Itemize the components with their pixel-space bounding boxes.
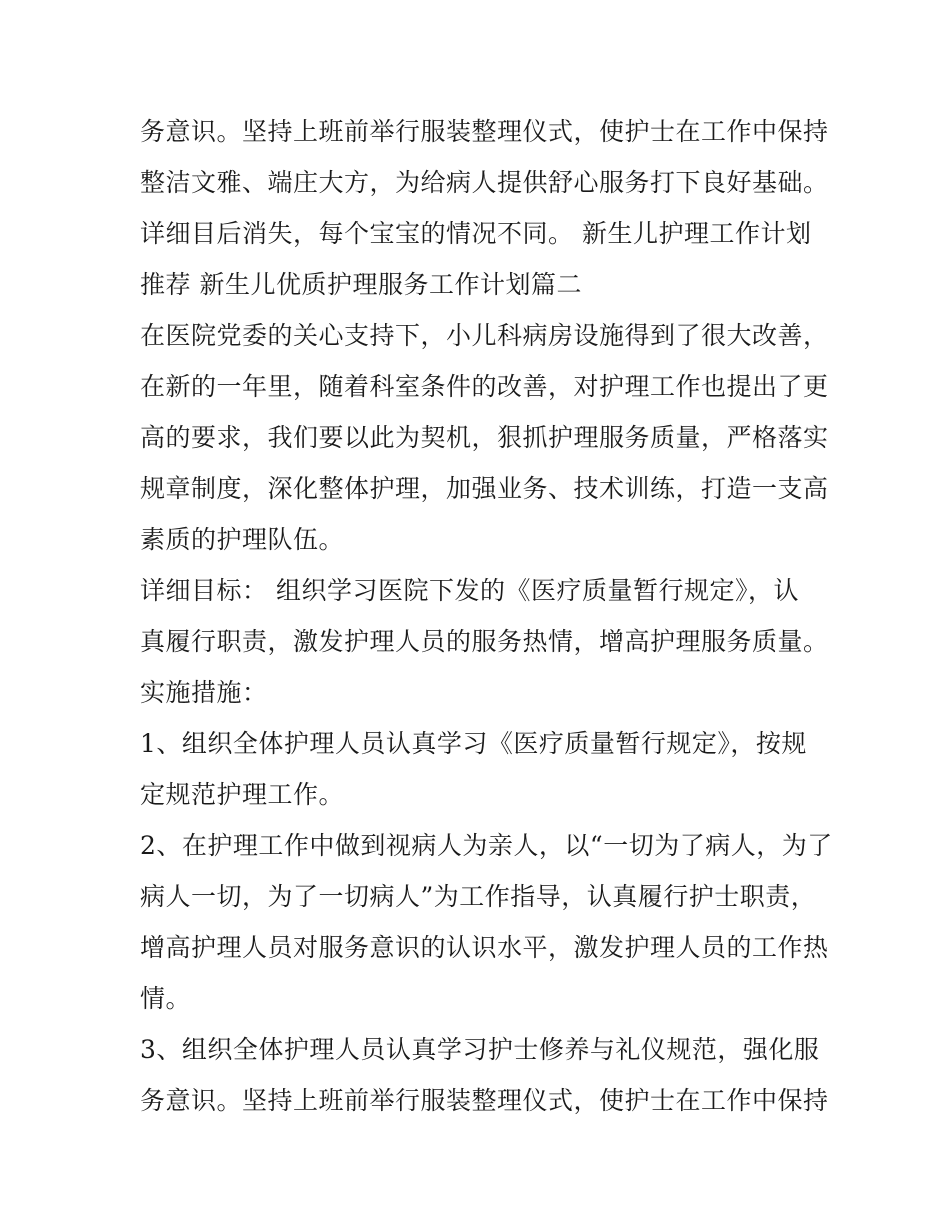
text-line: 情。: [140, 984, 192, 1013]
text-line: 详细目后消失，每个宝宝的情况不同。 新生儿护理工作计划: [140, 219, 812, 248]
document-body: [140, 106, 833, 1126]
text-line: 规章制度，深化整体护理，加强业务、技术训练，打造一支高: [140, 474, 829, 503]
text-line: 整洁文雅、端庄大方，为给病人提供舒心服务打下良好基础。: [140, 168, 829, 197]
text-line: 3、组织全体护理人员认真学习护士修养与礼仪规范，强化服: [140, 1035, 820, 1064]
text-line: 素质的护理队伍。: [140, 525, 345, 554]
text-line: 推荐 新生儿优质护理服务工作计划篇二: [140, 270, 582, 299]
text-line: 实施措施：: [140, 678, 268, 707]
text-line: 真履行职责，激发护理人员的服务热情，增高护理服务质量。: [140, 627, 829, 656]
text-line: 病人一切，为了一切病人”为工作指导，认真履行护士职责，: [140, 882, 817, 911]
text-line: 定规范护理工作。: [140, 780, 345, 809]
text-line: 高的要求，我们要以此为契机，狠抓护理服务质量，严格落实: [140, 423, 829, 452]
text-line: 在新的一年里，随着科室条件的改善，对护理工作也提出了更: [140, 372, 829, 401]
text-line: 务意识。坚持上班前举行服装整理仪式，使护士在工作中保持: [140, 1086, 829, 1115]
text-line: 1、组织全体护理人员认真学习《医疗质量暂行规定》，按规: [140, 729, 807, 758]
text-line: 增高护理人员对服务意识的认识水平，激发护理人员的工作热: [140, 933, 829, 962]
text-line: 务意识。坚持上班前举行服装整理仪式，使护士在工作中保持: [140, 117, 829, 146]
text-line: 在医院党委的关心支持下，小儿科病房设施得到了很大改善，: [140, 321, 829, 350]
text-line: 2、在护理工作中做到视病人为亲人，以“一切为了病人，为了: [140, 831, 833, 860]
text-line: 详细目标： 组织学习医院下发的《医疗质量暂行规定》，认: [140, 576, 799, 605]
